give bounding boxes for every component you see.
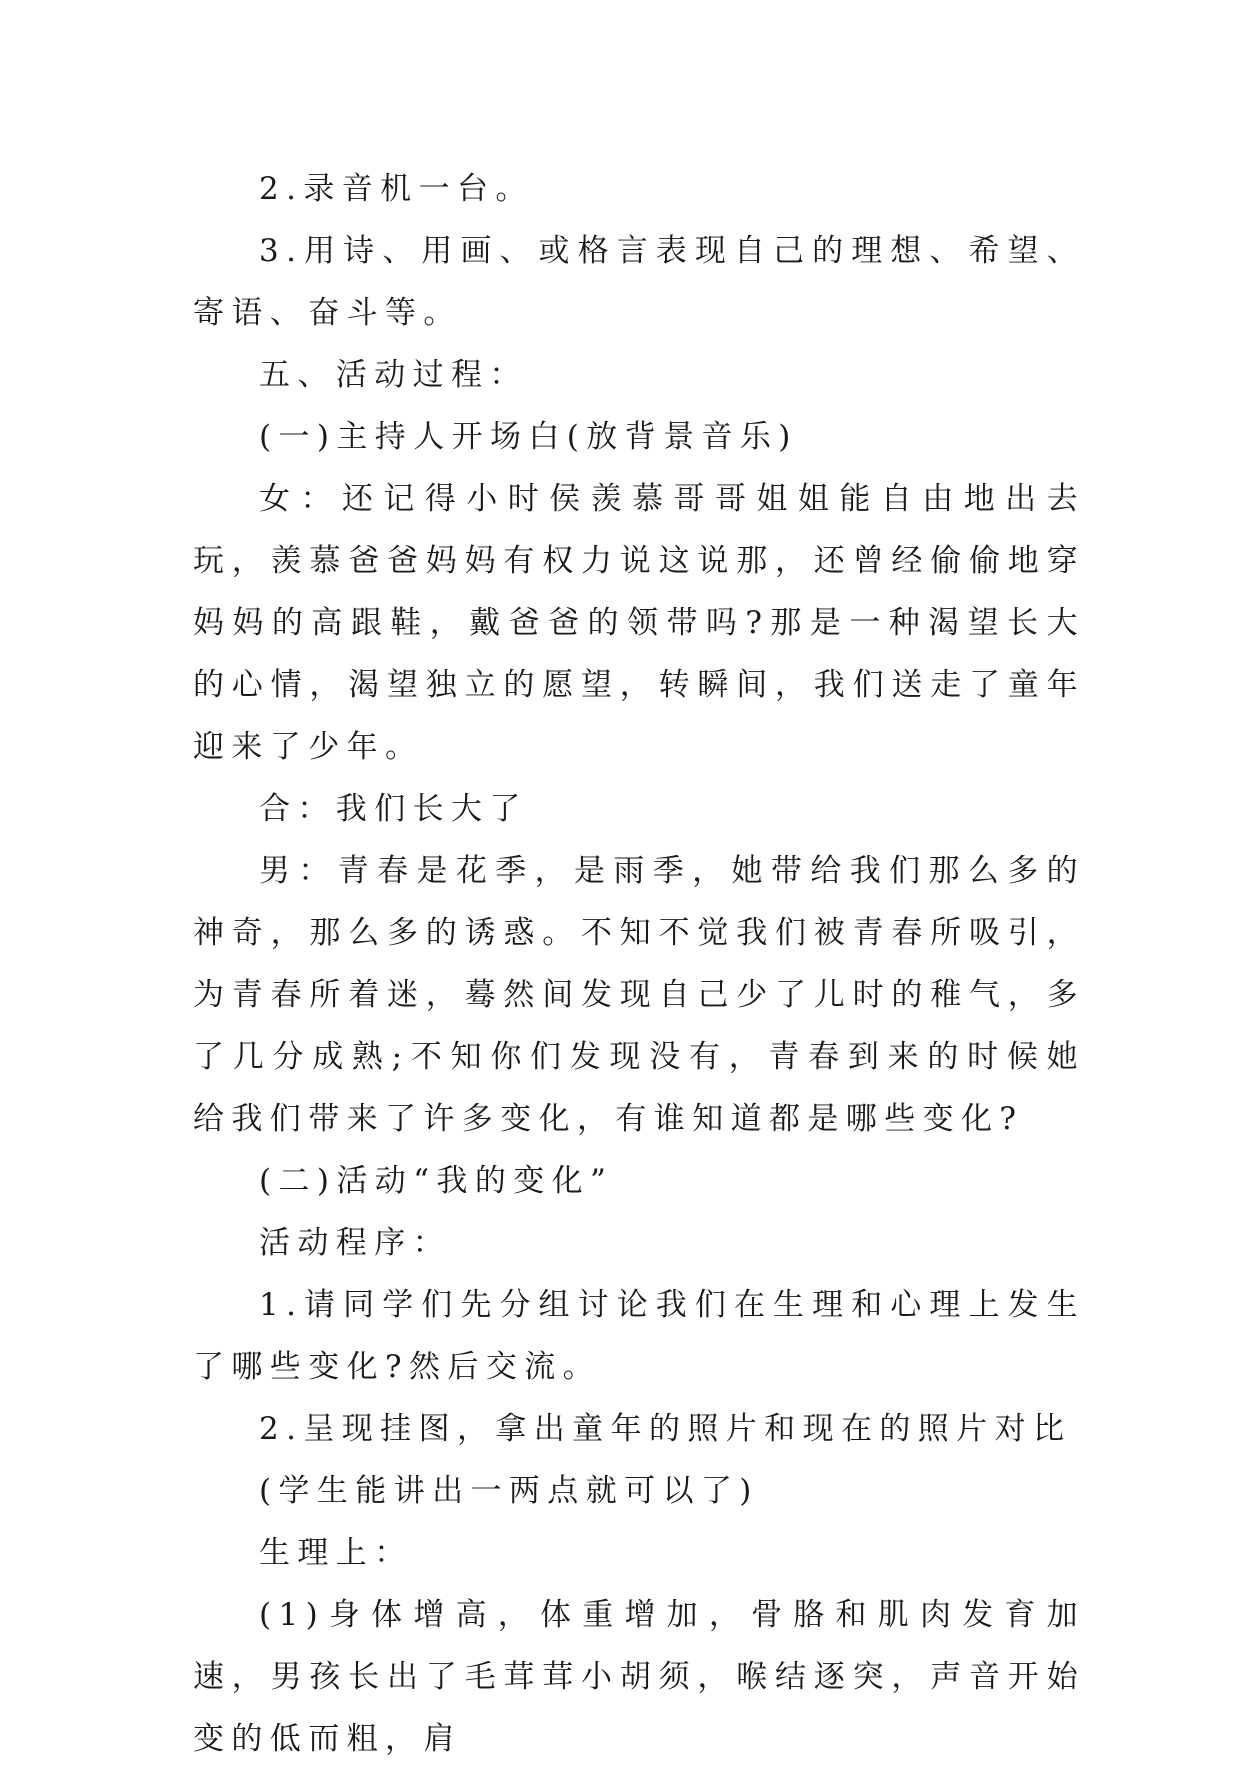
paragraph-together: 合：我们长大了 — [259, 791, 528, 827]
document-body — [193, 158, 1085, 1770]
paragraph-male-host: 男：青春是花季，是雨季，她带给我们那么多的神奇，那么多的诱惑。不知不觉我们被青春所吸引，为青春所着迷，蓦然间发现自己少了儿时的稚气，多了几分成熟;不知你们发现没有，青春到来的时候她给我们带来了许多变化，有谁知道都是哪些变化? — [193, 853, 1085, 1137]
paragraph-step-2: 2.呈现挂图，拿出童年的照片和现在的照片对比 — [259, 1411, 1072, 1447]
paragraph-equipment-2: 2.录音机一台。 — [259, 171, 534, 207]
paragraph-equipment-3: 3.用诗、用画、或格言表现自己的理想、希望、寄语、奋斗等。 — [193, 233, 1085, 331]
paragraph-item-1: (1)身体增高，体重增加，骨胳和肌肉发育加速，男孩长出了毛茸茸小胡须，喉结逐突，声音开始变的低而粗，肩 — [193, 1597, 1085, 1757]
paragraph-step-1: 1.请同学们先分组讨论我们在生理和心理上发生了哪些变化?然后交流。 — [193, 1287, 1085, 1385]
paragraph-physiological: 生理上： — [259, 1535, 413, 1571]
paragraph-note: (学生能讲出一两点就可以了) — [259, 1473, 759, 1509]
subheading-my-changes: (二)活动“我的变化” — [259, 1163, 614, 1199]
subheading-host-opening: (一)主持人开场白(放背景音乐) — [259, 419, 798, 455]
paragraph-activity-procedure: 活动程序： — [259, 1225, 451, 1261]
section-heading-activity-process: 五、活动过程： — [259, 357, 528, 393]
paragraph-female-host: 女：还记得小时侯羡慕哥哥姐姐能自由地出去玩，羡慕爸爸妈妈有权力说这说那，还曾经偷偷地穿妈妈的高跟鞋，戴爸爸的领带吗?那是一种渴望长大的心情，渴望独立的愿望，转瞬间，我们送走了童年迎来了少年。 — [193, 481, 1085, 765]
